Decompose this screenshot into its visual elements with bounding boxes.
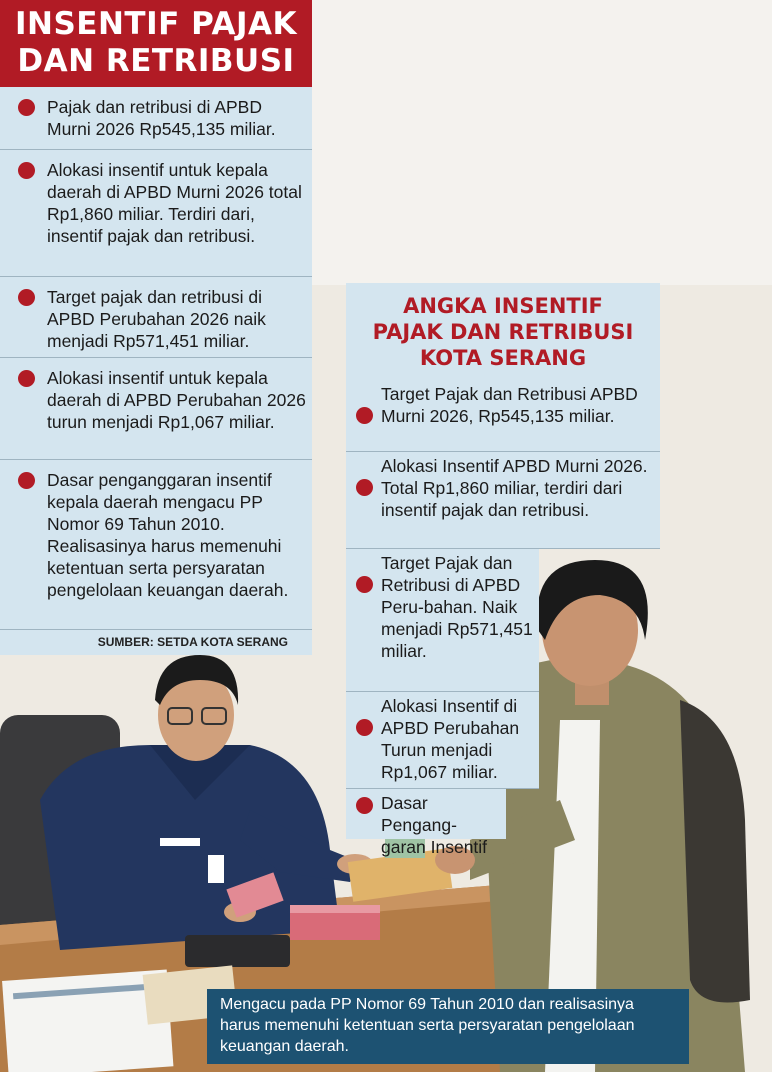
right-list-item: [346, 380, 660, 452]
bullet-dot-icon: [18, 99, 35, 116]
right-list-item: [346, 549, 539, 692]
bullet-dot-icon: [18, 472, 35, 489]
left-item-text: Alokasi insentif untuk kepala daerah di APBD Murni 2026 total Rp1,860 miliar. Terdiri dari, insentif pajak dan retribusi.: [47, 160, 302, 246]
right-title-line1: ANGKA INSENTIF: [403, 294, 603, 318]
left-list-item: [0, 358, 312, 460]
left-list-item: [0, 87, 312, 150]
left-item-text: Pajak dan retribusi di APBD Murni 2026 Rp545,135 miliar.: [47, 97, 276, 139]
right-list-item: [346, 789, 506, 857]
bullet-dot-icon: [18, 370, 35, 387]
right-info-panel: [346, 283, 660, 857]
bullet-dot-icon: [356, 719, 373, 736]
right-item-text: Dasar Pengang-garan Insentif: [381, 793, 488, 857]
bullet-dot-icon: [18, 289, 35, 306]
bullet-dot-icon: [356, 576, 373, 593]
source-credit: SUMBER: SETDA KOTA SERANG: [0, 630, 312, 655]
bullet-dot-icon: [18, 162, 35, 179]
left-item-text: Alokasi insentif untuk kepala daerah di APBD Perubahan 2026 turun menjadi Rp1,067 miliar.: [47, 368, 306, 432]
bullet-dot-icon: [356, 797, 373, 814]
left-list-item: [0, 150, 312, 277]
left-bullet-list: [0, 87, 312, 655]
left-list-item: [0, 460, 312, 630]
right-title-line3: KOTA SERANG: [419, 346, 587, 370]
right-list-item: [346, 452, 660, 549]
bottom-caption: Mengacu pada PP Nomor 69 Tahun 2010 dan realisasinya harus memenuhi ketentuan serta persyaratan pengelolaan keuangan daerah.: [207, 989, 689, 1064]
bullet-dot-icon: [356, 479, 373, 496]
right-item-text: Target Pajak dan Retribusi di APBD Peru-bahan. Naik menjadi Rp571,451 miliar.: [381, 553, 533, 661]
left-item-text: Target pajak dan retribusi di APBD Perubahan 2026 naik menjadi Rp571,451 miliar.: [47, 287, 266, 351]
right-item-text: Alokasi Insentif di APBD Perubahan Turun menjadi Rp1,067 miliar.: [381, 696, 520, 782]
left-info-panel: [0, 0, 312, 655]
left-list-item: [0, 277, 312, 358]
bullet-dot-icon: [356, 407, 373, 424]
calculator: [185, 935, 290, 967]
left-panel-title: [0, 0, 312, 87]
right-item-text: Alokasi Insentif APBD Murni 2026. Total Rp1,860 miliar, terdiri dari insentif pajak dan retribusi.: [381, 456, 648, 520]
right-title-line2: PAJAK DAN RETRIBUSI: [372, 320, 634, 344]
right-panel-title: [346, 283, 660, 380]
right-item-text: Target Pajak dan Retribusi APBD Murni 2026, Rp545,135 miliar.: [381, 384, 638, 426]
left-title-line2: DAN RETRIBUSI: [17, 43, 295, 79]
right-list-item: [346, 692, 539, 789]
left-item-text: Dasar penganggaran insentif kepala daerah mengacu PP Nomor 69 Tahun 2010. Realisasinya harus memenuhi ketentuan serta persyaratan pengelolaan keuangan daerah.: [47, 470, 289, 600]
left-title-line1: INSENTIF PAJAK: [15, 6, 297, 42]
